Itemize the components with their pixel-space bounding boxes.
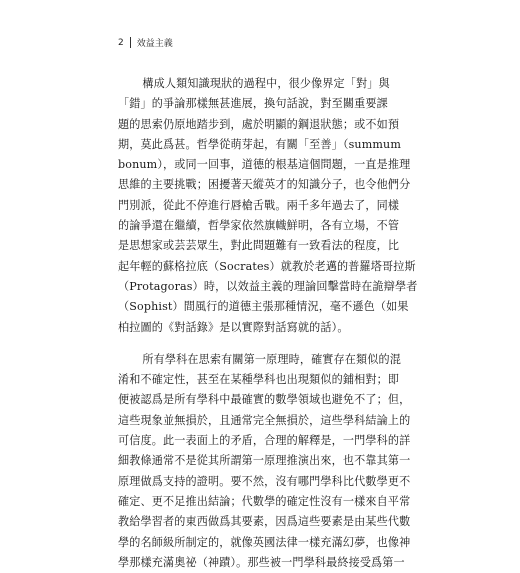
text-line: （Protagoras）時，以效益主義的理論回擊當時在詭辯學者 [118,279,418,293]
text-line: 構成人類知識現狀的過程中，很少像界定「對」與 [142,77,390,90]
text-line: （Sophist）間風行的道德主張那種情況，毫不遜色（如果 [118,300,409,314]
header-divider [130,37,131,48]
text-line: 細教條通常不是從其所謂第一原理推演出來，也不靠其第一 [118,454,411,468]
running-title: 效益主義 [136,39,173,49]
text-line: 所有學科在思索有關第一原理時，確實存在類似的混 [142,352,402,366]
text-line: bonum），或同一回事，道德的根基這個問題，一直是推理 [118,158,411,172]
text-line: 柏拉圖的《對話錄》是以實際對話寫就的話）。 [118,320,349,334]
text-line: 是思想家或芸芸眾生，對此問題難有一致看法的程度，比 [118,239,400,253]
text-line: 題的思索仍原地踏步到，處於明顯的鋼退狀態；或不如預 [118,117,400,131]
text-line: 門別派，從此不停進行唇槍舌戰。兩千多年過去了，同樣 [118,198,400,212]
text-line: 學那樣充滿奧祕（神蹟）。那些被一門學科最終接受爲第一 [118,555,405,569]
text-line: 起年輕的蘇格拉底（Socrates）就教於老邁的普羅塔哥拉斯 [118,259,416,273]
body-text [118,74,418,573]
text-line: 的論爭還在繼續，哲學家依然旗幟鮮明，各有立場，不管 [118,219,400,233]
text-line: 思維的主要挑戰；困擾著天縱英才的知識分子，也令他們分 [118,178,411,192]
text-line: 這些現象並無損於，且通常完全無損於，這些學科結論上的 [118,413,411,427]
text-line: 「錯」的爭論那樣無甚進展，換句話說，對至關重要課 [118,97,388,111]
page-number: 2 [118,37,124,48]
text-line: 淆和不確定性，甚至在某種學科也出現類似的鋪相對；即 [118,373,400,387]
text-line: 期，莫此爲甚。哲學從萌芽起，有關「至善」（summum [118,137,402,151]
text-line: 學的名師級所制定的，就像英國法律一樣充滿幻夢，也像神 [118,535,411,549]
text-line: 原理做爲支持的證明。要不然，沒有哪門學科比代數學更不 [118,474,411,488]
text-line: 確定、更不足推出結論；代數學的確定性沒有一樣來自平常 [118,494,411,508]
text-line: 可信度。此一表面上的矛盾，合理的解釋是，一門學科的詳 [118,434,411,448]
text-line: 教給學習者的東西做爲其要素，因爲這些要素是由某些代數 [118,515,411,529]
running-header [118,36,173,49]
text-line: 便被認爲是所有學科中最確實的數學領域也避免不了；但， [118,393,411,407]
